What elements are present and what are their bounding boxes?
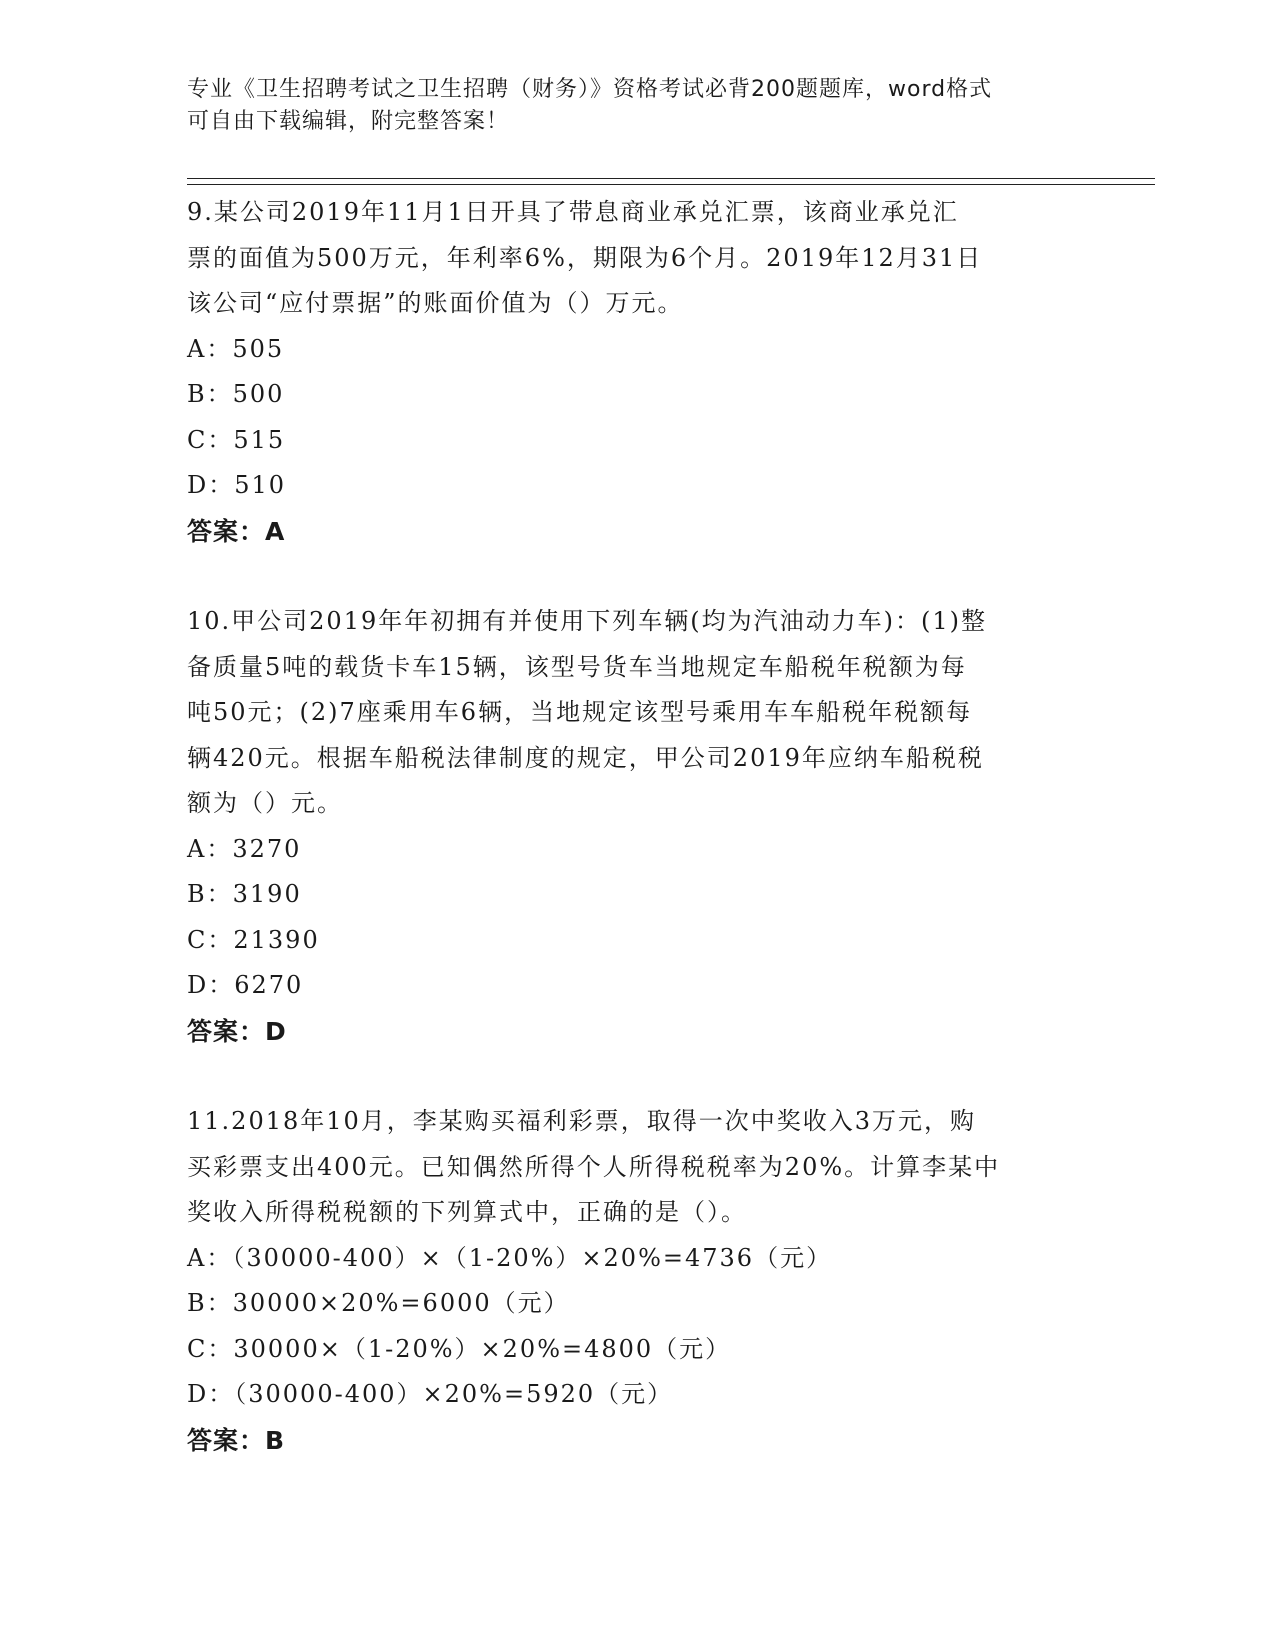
question-text-line: 奖收入所得税税额的下列算式中，正确的是（）。 xyxy=(187,1198,747,1226)
answer-line: 答案：A xyxy=(187,516,286,546)
answer-line: 答案：B xyxy=(187,1425,286,1455)
question-11 xyxy=(187,1099,1087,1463)
option-a: A：3270 xyxy=(187,834,302,863)
option-b: B：30000×20%=6000（元） xyxy=(187,1289,570,1317)
option-d: D：（30000-400）×20%=5920（元） xyxy=(187,1380,674,1408)
question-text-line: 备质量5吨的载货卡车15辆，该型号货车当地规定车船税年税额为每 xyxy=(187,652,967,681)
question-text-line: 11.2018年10月，李某购买福利彩票，取得一次中奖收入3万元，购 xyxy=(187,1107,977,1135)
question-text-line: 辆420元。根据车船税法律制度的规定，甲公司2019年应纳车船税税 xyxy=(187,743,984,772)
question-text-line: 9.某公司2019年11月1日开具了带息商业承兑汇票，该商业承兑汇 xyxy=(187,198,959,226)
option-d: D：510 xyxy=(187,471,287,499)
header-line-2: 可自由下载编辑，附完整答案！ xyxy=(187,109,510,134)
question-text-line: 吨50元；(2)7座乘用车6辆，当地规定该型号乘用车车船税年税额每 xyxy=(187,698,973,726)
header-divider-top xyxy=(187,178,1155,179)
option-c: C：30000×（1-20%）×20%=4800（元） xyxy=(187,1334,732,1363)
header-divider-bottom xyxy=(187,184,1155,185)
answer-line: 答案：D xyxy=(187,1016,287,1046)
option-a: A：505 xyxy=(187,334,285,363)
question-list xyxy=(187,190,1087,1508)
option-b: B：3190 xyxy=(187,880,302,908)
question-text-line: 票的面值为500万元，年利率6%，期限为6个月。2019年12月31日 xyxy=(187,243,983,272)
question-text-line: 该公司“应付票据”的账面价值为（）万元。 xyxy=(187,289,684,317)
question-text-line: 额为（）元。 xyxy=(187,789,343,817)
question-9 xyxy=(187,190,1087,554)
question-text-line: 买彩票支出400元。已知偶然所得个人所得税税率为20%。计算李某中 xyxy=(187,1152,1001,1181)
option-a: A：（30000-400）×（1-20%）×20%=4736（元） xyxy=(187,1243,833,1272)
option-b: B：500 xyxy=(187,380,285,408)
question-10 xyxy=(187,599,1087,1054)
header-line-1: 专业《卫生招聘考试之卫生招聘（财务）》资格考试必背200题题库，word格式 xyxy=(187,77,993,102)
document-header xyxy=(187,74,1087,138)
question-text-line: 10.甲公司2019年年初拥有并使用下列车辆(均为汽油动力车)：(1)整 xyxy=(187,607,987,635)
option-d: D：6270 xyxy=(187,971,304,999)
option-c: C：21390 xyxy=(187,925,320,954)
option-c: C：515 xyxy=(187,425,286,454)
